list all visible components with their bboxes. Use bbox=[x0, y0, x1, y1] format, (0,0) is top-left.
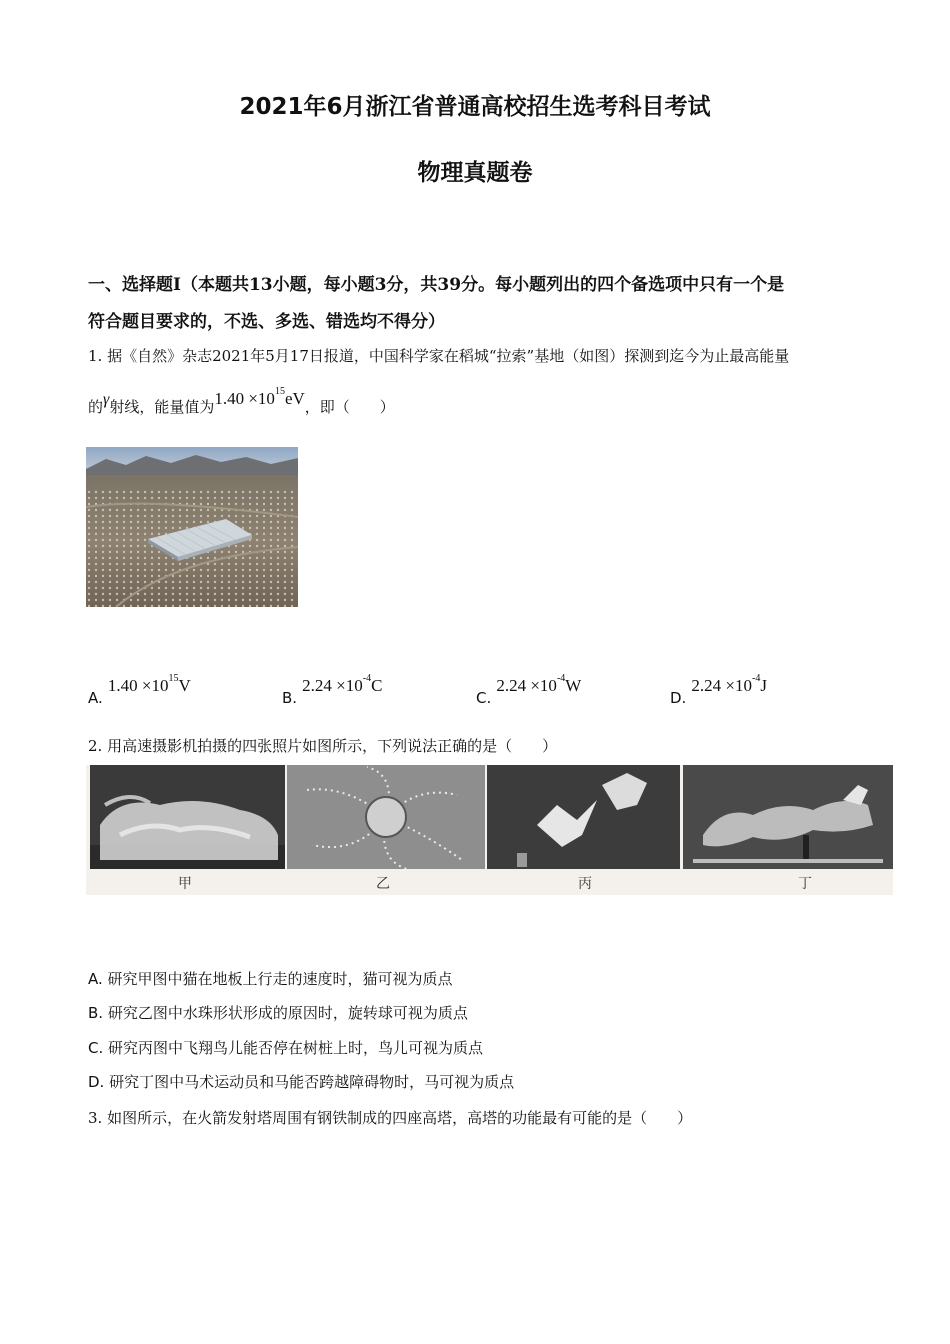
option-exponent: -4 bbox=[362, 673, 372, 685]
q2-option-a[interactable] bbox=[88, 968, 453, 989]
option-letter: B. bbox=[282, 689, 298, 707]
q3-stem: 3. 如图所示，在火箭发射塔周围有钢铁制成的四座高塔，高塔的功能最有可能的是（ ） bbox=[88, 1109, 693, 1127]
energy-exponent: 15 bbox=[274, 386, 285, 398]
section-header-line2: 符合题目要求的，不选、多选、错选均不得分） bbox=[88, 312, 445, 332]
option-text: 研究甲图中猫在地板上行走的速度时，猫可视为质点 bbox=[107, 970, 453, 988]
photo-panel-jia bbox=[90, 765, 285, 869]
q1-option-b[interactable] bbox=[282, 673, 383, 707]
high-speed-photos bbox=[86, 765, 893, 895]
option-letter: C. bbox=[88, 1039, 104, 1057]
option-letter: B. bbox=[88, 1004, 104, 1022]
horse-photo-svg bbox=[683, 765, 893, 869]
option-value bbox=[107, 673, 191, 695]
q1-stem-line1: 1. 据《自然》杂志2021年5月17日报道，中国科学家在稻城“拉索”基地（如图）探测到迄今为止最高能量 bbox=[88, 347, 790, 365]
q1-text-pre: 的 bbox=[88, 398, 104, 416]
q1-option-d[interactable] bbox=[670, 673, 767, 707]
option-exponent: -4 bbox=[556, 673, 566, 685]
option-value bbox=[496, 673, 582, 695]
option-letter: A. bbox=[88, 689, 103, 707]
panel-label-yi: 乙 bbox=[376, 876, 390, 892]
energy-value bbox=[214, 386, 305, 408]
option-base: 2.24 ×10 bbox=[691, 676, 753, 695]
option-base: 2.24 ×10 bbox=[496, 676, 557, 695]
gamma-symbol: γ bbox=[103, 391, 110, 408]
option-unit: V bbox=[178, 676, 191, 695]
option-letter: C. bbox=[476, 689, 492, 707]
photo-panel-bing bbox=[487, 765, 680, 869]
lhaaso-photo-svg bbox=[86, 447, 298, 607]
panel-label-bing: 丙 bbox=[578, 876, 592, 892]
option-base: 1.40 ×10 bbox=[107, 676, 169, 695]
option-unit: J bbox=[760, 676, 767, 695]
option-letter: D. bbox=[88, 1073, 105, 1091]
q1-text-post: ，即（ ） bbox=[304, 398, 395, 416]
option-letter: D. bbox=[670, 689, 687, 707]
photo-panel-yi bbox=[287, 765, 485, 869]
q1-option-a[interactable] bbox=[88, 673, 191, 707]
q2-stem: 2. 用高速摄影机拍摄的四张照片如图所示，下列说法正确的是（ ） bbox=[88, 737, 558, 755]
panel-label-jia: 甲 bbox=[178, 876, 192, 892]
q2-option-b[interactable] bbox=[88, 1002, 468, 1023]
birds-photo-svg bbox=[487, 765, 680, 869]
exam-title: 2021年6月浙江省普通高校招生选考科目考试 bbox=[239, 94, 711, 120]
option-text: 研究乙图中水珠形状形成的原因时，旋转球可视为质点 bbox=[107, 1004, 468, 1022]
q1-text-mid: 射线，能量值为 bbox=[109, 398, 215, 416]
option-letter: A. bbox=[88, 970, 103, 988]
option-unit: W bbox=[565, 676, 582, 695]
spinning-ball-svg bbox=[287, 765, 485, 869]
q1-stem-line2 bbox=[88, 386, 395, 417]
q2-option-c[interactable] bbox=[88, 1037, 483, 1058]
q2-option-d[interactable] bbox=[88, 1071, 514, 1092]
panel-label-ding: 丁 bbox=[798, 876, 812, 892]
option-exponent: 15 bbox=[168, 673, 179, 685]
q1-option-c[interactable] bbox=[476, 673, 582, 707]
option-value bbox=[302, 673, 383, 695]
option-base: 2.24 ×10 bbox=[302, 676, 363, 695]
option-exponent: -4 bbox=[752, 673, 761, 685]
energy-base: 1.40 ×10 bbox=[214, 389, 275, 408]
photo-panel-ding bbox=[683, 765, 893, 869]
energy-unit: eV bbox=[284, 389, 305, 408]
option-text: 研究丙图中飞翔鸟儿能否停在树桩上时，鸟儿可视为质点 bbox=[108, 1039, 484, 1057]
lhaaso-photo bbox=[86, 447, 298, 607]
option-value bbox=[691, 673, 767, 695]
option-text: 研究丁图中马术运动员和马能否跨越障碍物时，马可视为质点 bbox=[109, 1073, 515, 1091]
section-header-line1: 一、选择题Ⅰ（本题共13小题，每小题3分，共39分。每小题列出的四个备选项中只有一个是 bbox=[88, 275, 785, 295]
option-unit: C bbox=[371, 676, 383, 695]
cat-photo-svg bbox=[90, 765, 285, 869]
paper-subtitle: 物理真题卷 bbox=[417, 160, 533, 186]
